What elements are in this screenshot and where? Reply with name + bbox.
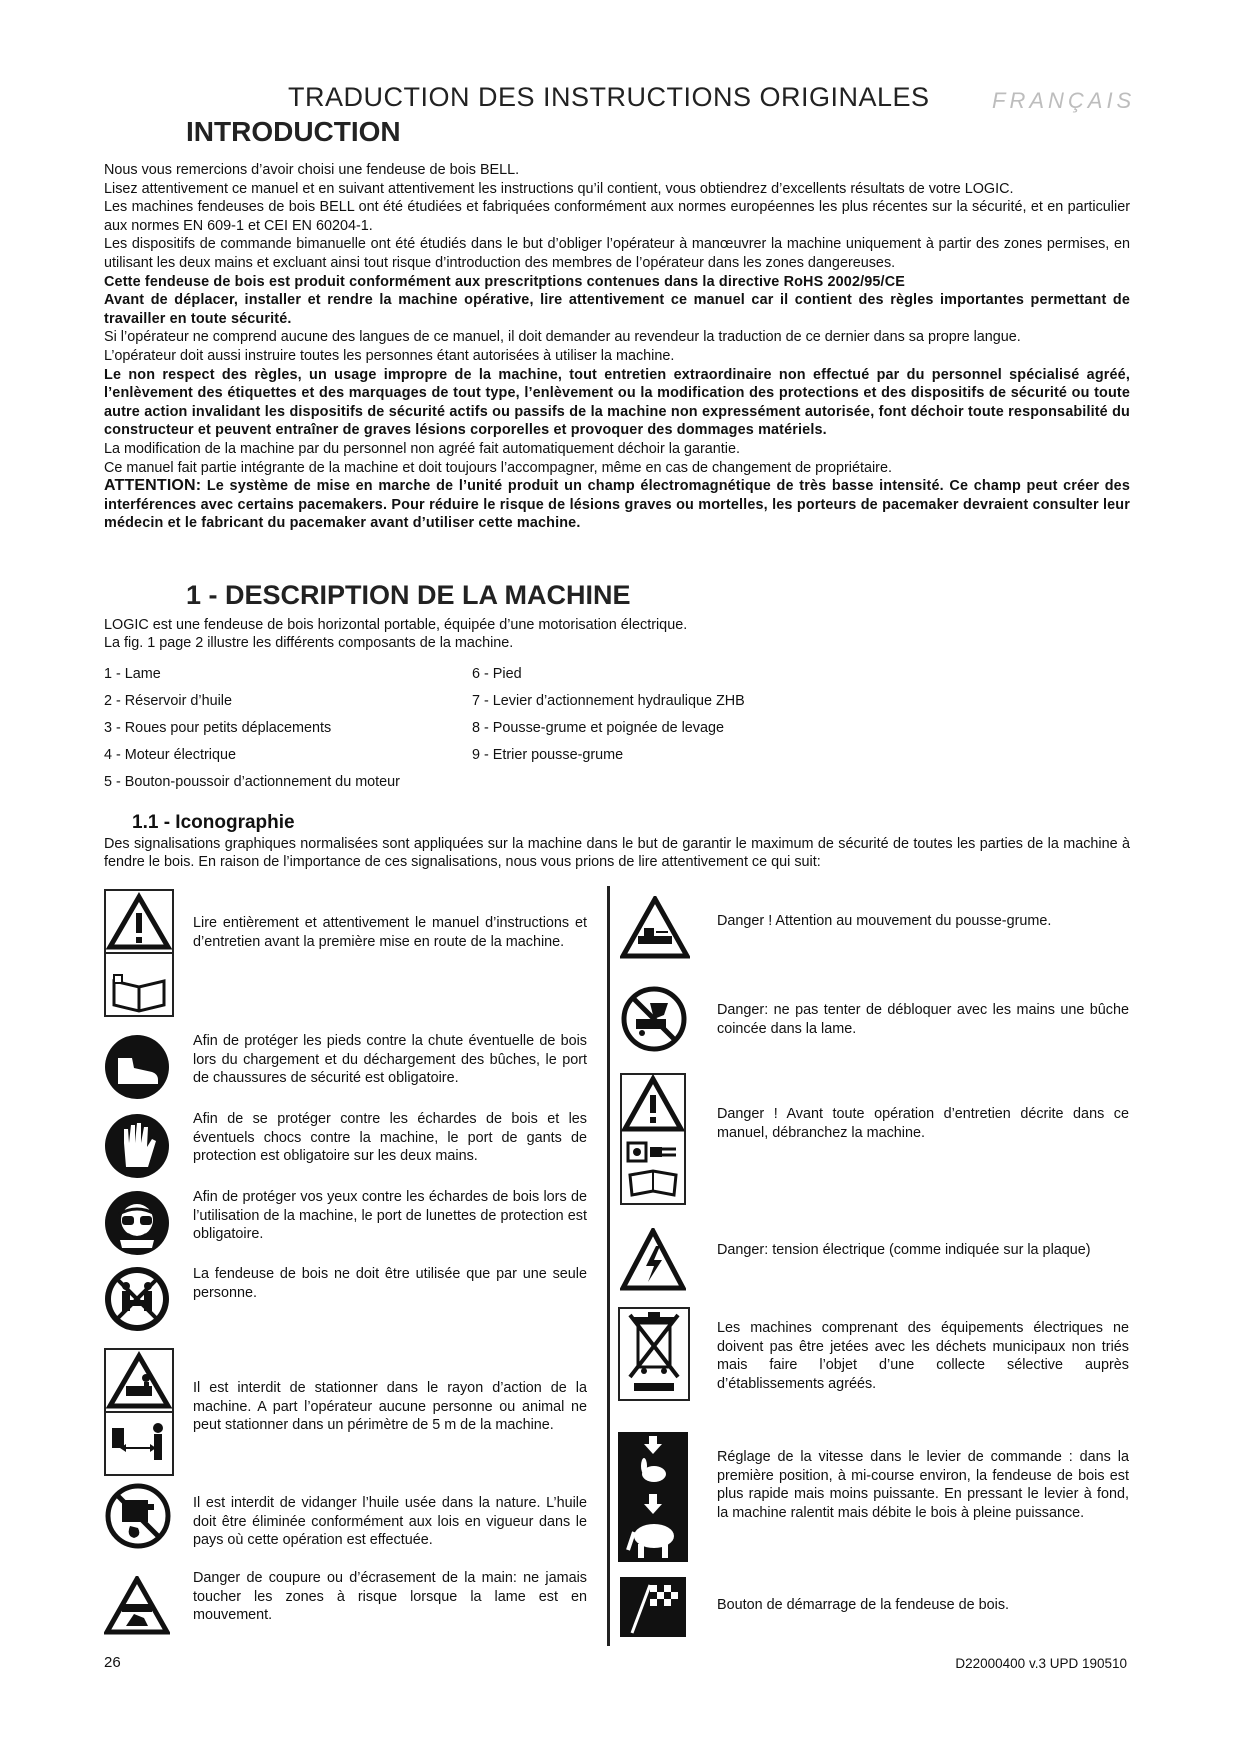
iconography-intro: Des signalisations graphiques normalisées sont appliquées sur la machine dans le but de garantir le maximum de sécurité de toutes les parties de la machine à fendre le bois. En raison de l’importance de ces signalisations, nous vous prions de lire attentivement ce qui suit: — [104, 836, 1130, 870]
read-manual-icon — [104, 889, 174, 1017]
list-item: 4 - Moteur électrique — [104, 747, 236, 763]
intro-paragraph: La modification de la machine par du personnel non agréé fait automatiquement déchoir la garantie. — [104, 440, 740, 457]
icon-description: Il est interdit de vidanger l’huile usée dans la nature. L’huile doit être éliminée conformément aux lois en vigueur dans le pays où cette opération est effectuée. — [193, 1495, 587, 1548]
list-item: 8 - Pousse-grume et poignée de levage — [472, 720, 724, 736]
intro-paragraph: L’opérateur doit aussi instruire toutes les personnes étant autorisées à utiliser la machine. — [104, 347, 675, 364]
unplug-before-maintenance-icon — [620, 1073, 686, 1205]
single-operator-icon — [104, 1266, 170, 1332]
no-hands-unblock-icon — [620, 985, 688, 1053]
icon-description: Afin de se protéger contre les échardes de bois et les éventuels chocs contre la machine, le port de gants de protection est obligatoire sur les deux mains. — [193, 1111, 587, 1164]
section-title: 1 - DESCRIPTION DE LA MACHINE — [186, 580, 631, 610]
component-list-right — [472, 666, 745, 774]
icon-description: Il est interdit de stationner dans le rayon d’action de la machine. A part l’opérateur aucune personne ou animal ne peut stationner dans un périmètre de 5 m de la machine. — [193, 1380, 587, 1433]
intro-paragraph: Lisez attentivement ce manuel et en suivant attentivement les instructions qu’il contient, vous obtiendrez d’excellents résultats de votre LOGIC. — [104, 180, 1014, 197]
intro-bold-paragraph: Cette fendeuse de bois est produit conformément aux prescritptions contenues dans la directive RoHS 2002/95/CE — [104, 273, 905, 290]
list-item: 3 - Roues pour petits déplacements — [104, 720, 332, 736]
column-divider — [607, 886, 610, 1646]
icon-description: Danger ! Avant toute opération d’entretien décrite dans ce manuel, débranchez la machine. — [717, 1106, 1129, 1141]
speed-setting-icon — [618, 1432, 688, 1562]
weee-crossed-bin-icon — [618, 1307, 690, 1401]
description-line: LOGIC est une fendeuse de bois horizontal portable, équipée d’une motorisation électrique. — [104, 617, 688, 633]
icon-description: Danger ! Attention au mouvement du pousse-grume. — [717, 913, 1052, 929]
icon-description: Les machines comprenant des équipements électriques ne doivent pas être jetées avec les déchets municipaux non triés mais faire l’objet d’une collecte sélective auprès d’établissements agréés. — [717, 1320, 1129, 1392]
intro-bold-paragraph: Le non respect des règles, un usage impropre de la machine, tout entretien extraordinaire non effectué par du personnel spécialisé agréé, l’enlèvement des étiquettes et des marquages de tout type, l’enlèvement ou la modification des protections et des dispositifs de sécurité ou toute autre action invalidant les dispositifs de sécurité actifs ou passifs de la machine non expressément autorisée, font déchoir toute responsabilité du constructeur et peuvent entraîner de graves lésions corporelles et provoquer des dommages matériels. — [104, 366, 1130, 439]
header-title: TRADUCTION DES INSTRUCTIONS ORIGINALES — [288, 82, 930, 112]
list-item: 2 - Réservoir d’huile — [104, 693, 232, 709]
subsection-title: 1.1 - Iconographie — [132, 812, 295, 833]
description-text — [104, 616, 687, 652]
no-oil-disposal-icon — [104, 1482, 172, 1550]
icon-description: La fendeuse de bois ne doit être utilisée que par une seule personne. — [193, 1266, 587, 1301]
intro-bold-paragraph: Avant de déplacer, installer et rendre la machine opérative, lire attentivement ce manuel car il contient des règles importantes permettant de travailler en toute sécurité. — [104, 292, 1130, 327]
no-standing-zone-icon — [104, 1348, 174, 1476]
list-item: 5 - Bouton-poussoir d’actionnement du moteur — [104, 774, 400, 790]
intro-paragraph: Nous vous remercions d’avoir choisi une fendeuse de bois BELL. — [104, 162, 520, 178]
gloves-icon — [104, 1113, 170, 1179]
attention-paragraph — [104, 477, 1130, 533]
intro-paragraph: Si l’opérateur ne comprend aucune des langues de ce manuel, il doit demander au revendeur la traduction de ce dernier dans sa propre langue. — [104, 329, 1021, 346]
icon-description: Bouton de démarrage de la fendeuse de bois. — [717, 1597, 1010, 1613]
intro-paragraph: Ce manuel fait partie intégrante de la machine et doit toujours l’accompagner, même en cas de changement de propriétaire. — [104, 459, 892, 476]
component-list-left — [104, 666, 400, 801]
list-item: 6 - Pied — [472, 666, 522, 682]
document-code: D22000400 v.3 UPD 190510 — [955, 1656, 1127, 1671]
icon-description: Afin de protéger les pieds contre la chute éventuelle de bois lors du chargement et du déchargement des bûches, le port de chaussures de sécurité est obligatoire. — [193, 1033, 587, 1086]
list-item: 7 - Levier d’actionnement hydraulique ZHB — [472, 693, 745, 709]
attention-label: ATTENTION: — [104, 477, 202, 495]
page-number: 26 — [104, 1654, 121, 1671]
icon-description: Danger de coupure ou d’écrasement de la main: ne jamais toucher les zones à risque lorsque la lame est en mouvement. — [193, 1570, 587, 1623]
introduction-title: INTRODUCTION — [186, 116, 401, 147]
intro-paragraph: Les machines fendeuses de bois BELL ont été étudiées et fabriquées conformément aux normes européennes les plus récentes sur la sécurité, et en particulier aux normes EN 609-1 et CEI EN 60204-1. — [104, 199, 1130, 234]
safety-shoes-icon — [104, 1034, 170, 1100]
icon-description: Danger: ne pas tenter de débloquer avec les mains une bûche coincée dans la lame. — [717, 1002, 1129, 1037]
header-language: FRANÇAIS — [992, 88, 1136, 113]
safety-goggles-icon — [104, 1190, 170, 1256]
icon-description: Réglage de la vitesse dans le levier de commande : dans la première position, à mi-course environ, la fendeuse de bois est plus rapide mais moins puissante. En pressant le levier à fond, la machine ralentit mais débite le bois à pleine puissance. — [717, 1449, 1129, 1521]
icon-description: Danger: tension électrique (comme indiquée sur la plaque) — [717, 1242, 1091, 1258]
introduction-body — [104, 161, 1130, 533]
hand-crush-warning-icon — [104, 1576, 170, 1636]
icon-description: Lire entièrement et attentivement le manuel d’instructions et d’entretien avant la première mise en route de la machine. — [193, 915, 587, 950]
intro-paragraph: Les dispositifs de commande bimanuelle ont été étudiés dans le but d’obliger l’opérateur à manœuvrer la machine uniquement à partir des zones permises, en utilisant les deux mains et excluant ainsi tout risque d’introduction des membres de l’opérateur dans les zones dangereuses. — [104, 236, 1130, 271]
log-pusher-warning-icon — [620, 896, 690, 960]
list-item: 9 - Etrier pousse-grume — [472, 747, 624, 763]
attention-text: Le système de mise en marche de l’unité produit un champ électromagnétique de très basse intensité. Ce champ peut créer des interférences avec certains pacemakers. Pour réduire le risque de lésions graves ou mortelles, les porteurs de pacemaker devraient consulter leur médecin et le fabricant du pacemaker avant d’utiliser cette machine. — [104, 478, 1130, 532]
electric-voltage-icon — [620, 1228, 686, 1292]
start-button-flag-icon — [620, 1577, 686, 1637]
icon-description: Afin de protéger vos yeux contre les échardes de bois lors de l’utilisation de la machine, le port de lunettes de protection est obligatoire. — [193, 1189, 587, 1242]
description-line: La fig. 1 page 2 illustre les différents composants de la machine. — [104, 635, 514, 651]
list-item: 1 - Lame — [104, 666, 161, 682]
